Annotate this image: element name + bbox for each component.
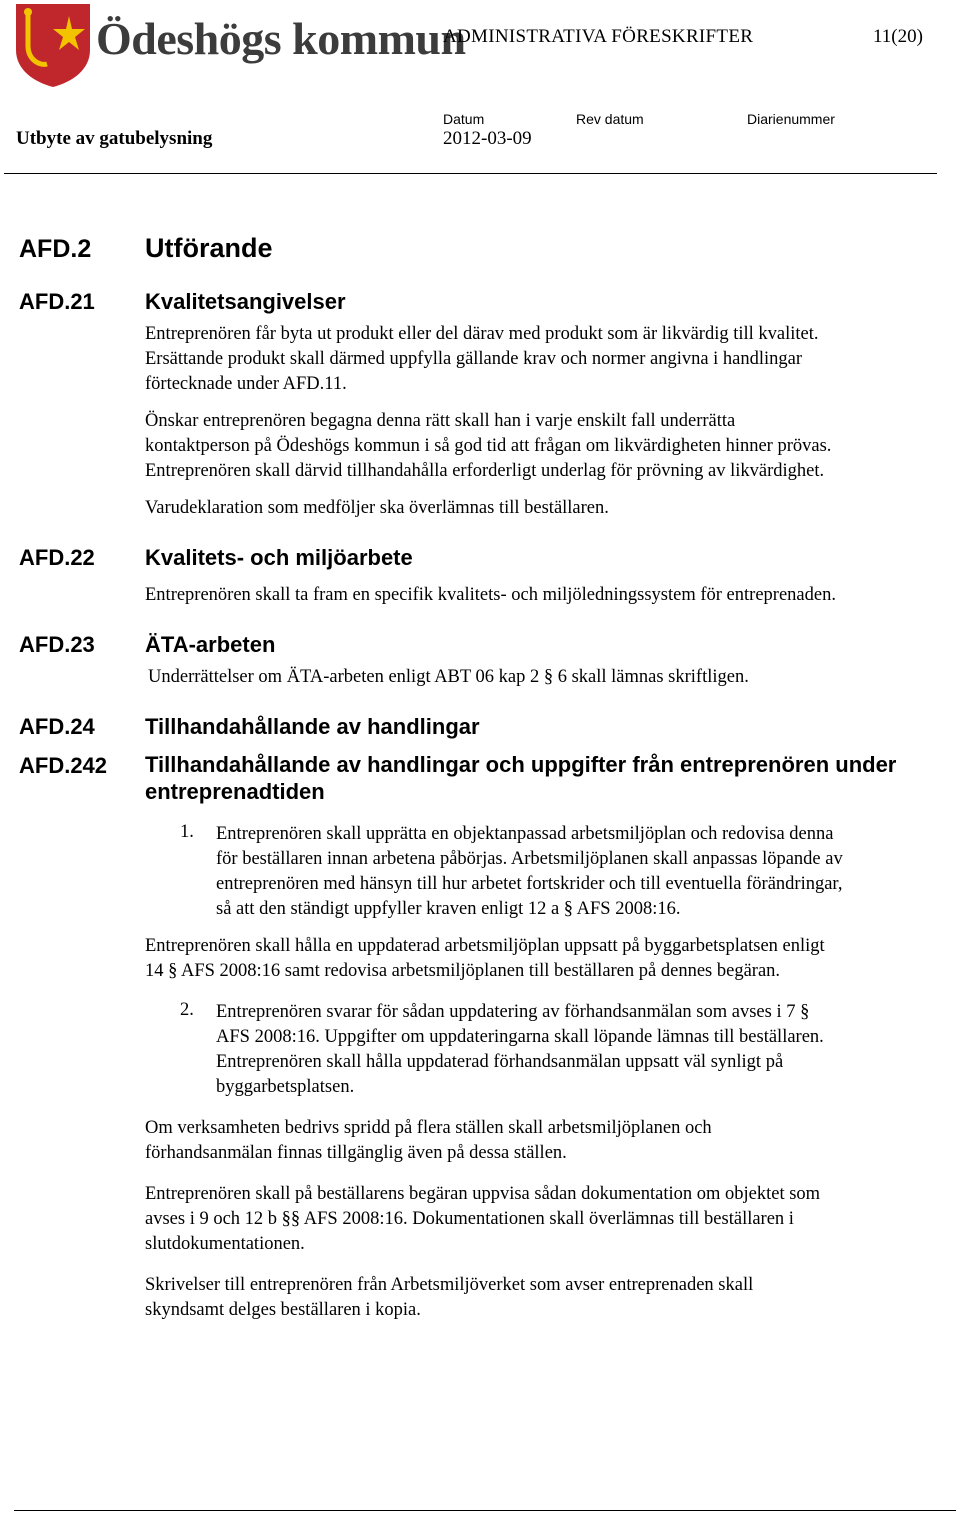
paragraph-dokumentation: [145, 1182, 957, 1257]
page-number: 11(20): [873, 26, 923, 47]
list-item-number: 1.: [180, 822, 194, 842]
label-datum: Datum: [443, 111, 485, 127]
label-rev-datum: Rev datum: [576, 111, 644, 127]
section-number-afd2: AFD.2: [19, 235, 92, 263]
paragraph-ledningssystem: Entreprenören skall ta fram en specifik kvalitets- och miljöledningssystem för entreprenaden.: [145, 585, 836, 605]
list-item-forhandsanmalan: [216, 1000, 956, 1100]
text-line: Om verksamheten bedrivs spridd på flera ställen skall arbetsmiljöplanen och: [145, 1118, 712, 1138]
document-title: Utbyte av gatubelysning: [16, 128, 213, 149]
text-line: kontaktperson på Ödeshögs kommun i så god tid att frågan om likvärdigheten hinner prövas.: [145, 436, 832, 456]
label-diarienummer: Diarienummer: [747, 111, 835, 127]
footer-divider: [14, 1510, 956, 1511]
section-heading-utforande: Utförande: [145, 233, 273, 263]
section-number-afd24: AFD.24: [19, 714, 95, 739]
list-item-arbetsmiljoplan: [216, 822, 956, 922]
section-number-afd21: AFD.21: [19, 289, 95, 314]
document-date: 2012-03-09: [443, 128, 532, 149]
text-line: 14 § AFS 2008:16 samt redovisa arbetsmiljöplanen till beställaren på dennes begäran.: [145, 961, 781, 981]
text-line: förhandsanmälan finnas tillgänglig även på dessa ställen.: [145, 1143, 567, 1163]
section-heading-kvalitetsangivelser: Kvalitetsangivelser: [145, 289, 346, 314]
logo-wordmark: Ödeshögs kommun: [96, 13, 466, 64]
paragraph-likvardighet: [145, 409, 957, 484]
text-line: Entreprenören får byta ut produkt eller del därav med produkt som är likvärdig till kvalitet.: [145, 324, 819, 344]
document-type: ADMINISTRATIVA FÖRESKRIFTER: [443, 26, 754, 47]
paragraph-spridd-verksamhet: [145, 1116, 957, 1166]
text-line: så att den ständigt uppfyller kraven enligt 12 a § AFS 2008:16.: [216, 899, 681, 919]
section-number-afd242: AFD.242: [19, 753, 108, 778]
section-number-afd23: AFD.23: [19, 632, 95, 657]
paragraph-uppdaterad-arbetsmiljoplan: [145, 934, 957, 984]
paragraph-byte-av-produkt: [145, 322, 957, 397]
list-item-number: 2.: [180, 1000, 194, 1020]
coat-of-arms-icon: [14, 2, 94, 88]
text-line: förtecknade under AFD.11.: [145, 374, 347, 394]
text-line: Entreprenören skall hålla en uppdaterad arbetsmiljöplan uppsatt på byggarbetsplatsen enligt: [145, 936, 825, 956]
text-line: Entreprenören skall upprätta en objektanpassad arbetsmiljöplan och redovisa denna: [216, 824, 834, 844]
text-line: slutdokumentationen.: [145, 1234, 305, 1254]
paragraph-skrivelser: [145, 1273, 957, 1323]
text-line: Önskar entreprenören begagna denna rätt skall han i varje enskilt fall underrätta: [145, 411, 736, 431]
text-line: entreprenören med hänsyn till hur arbetet fortskrider och till eventuella förändringar,: [216, 874, 843, 894]
section-heading-handlingar-och-uppgifter: Tillhandahållande av handlingar och uppgifter från entreprenören under entreprenadtiden: [145, 752, 897, 804]
text-line: Ersättande produkt skall därmed uppfylla gällande krav och normer angivna i handlingar: [145, 349, 803, 369]
section-heading-tillhandahallande: Tillhandahållande av handlingar: [145, 714, 480, 739]
text-line: Entreprenören skall hålla uppdaterad förhandsanmälan uppsatt väl synligt på: [216, 1052, 784, 1072]
header-divider: [4, 173, 937, 174]
text-line: avses i 9 och 12 b §§ AFS 2008:16. Dokumentationen skall överlämnas till beställaren i: [145, 1209, 794, 1229]
text-line: Skrivelser till entreprenören från Arbetsmiljöverket som avser entreprenaden skall: [145, 1275, 754, 1295]
section-number-afd22: AFD.22: [19, 545, 95, 570]
text-line: byggarbetsplatsen.: [216, 1077, 355, 1097]
text-line: skyndsamt delges beställaren i kopia.: [145, 1300, 421, 1320]
paragraph-varudeklaration: Varudeklaration som medföljer ska överlämnas till beställaren.: [145, 498, 609, 518]
text-line: AFS 2008:16. Uppgifter om uppdateringarna skall löpande lämnas till beställaren.: [216, 1027, 824, 1047]
section-heading-ata-arbeten: ÄTA-arbeten: [145, 632, 276, 657]
section-heading-kvalitets-och-miljoarbete: Kvalitets- och miljöarbete: [145, 545, 413, 570]
text-line: Entreprenören svarar för sådan uppdatering av förhandsanmälan som avses i 7 §: [216, 1002, 810, 1022]
text-line: Entreprenören skall därvid tillhandahålla erforderligt underlag för prövning av likvärdighet.: [145, 461, 825, 481]
text-line: för beställaren innan arbetena påbörjas. Arbetsmiljöplanen skall anpassas löpande av: [216, 849, 843, 869]
text-line: Entreprenören skall på beställarens begäran uppvisa sådan dokumentation om objektet som: [145, 1184, 821, 1204]
paragraph-ata-underrattelser: Underrättelser om ÄTA-arbeten enligt ABT 06 kap 2 § 6 skall lämnas skriftligen.: [148, 667, 749, 687]
